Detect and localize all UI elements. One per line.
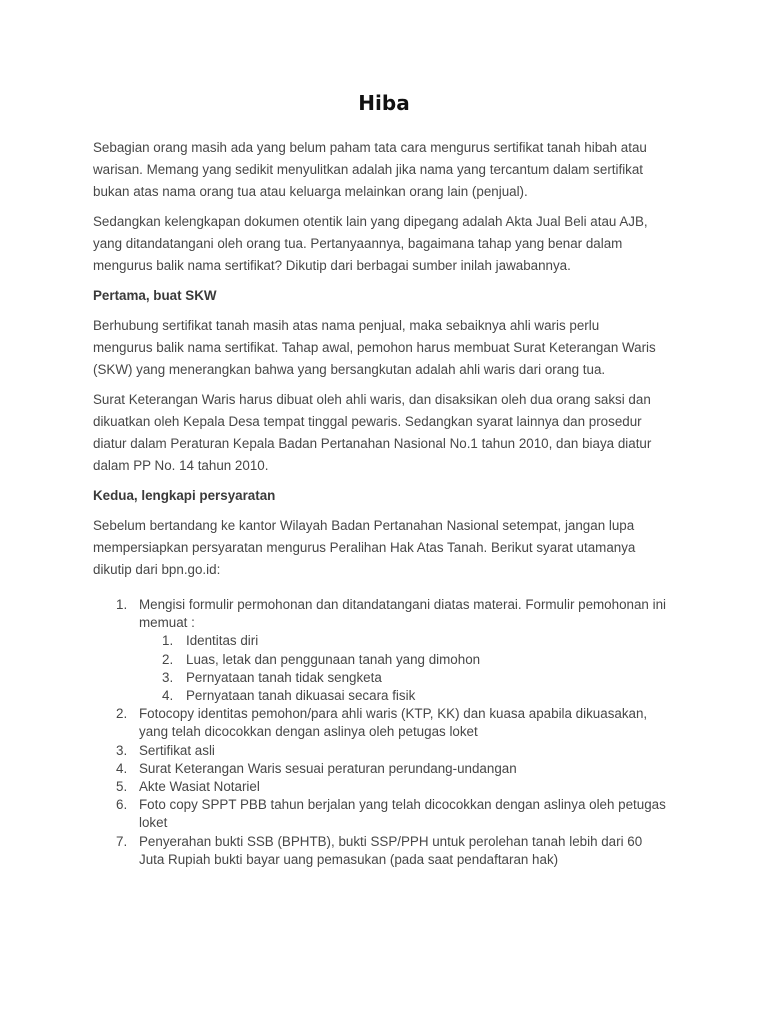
- text-line: Pertama, buat SKW: [93, 288, 217, 303]
- list-item: [93, 742, 693, 760]
- document-body: [93, 137, 693, 581]
- paragraph: [93, 515, 693, 581]
- text-line: Sebelum bertandang ke kantor Wilayah Badan Pertanahan Nasional setempat, jangan lupa: [93, 518, 635, 533]
- sub-list-number: 2.: [162, 651, 174, 667]
- text-line: Sebagian orang masih ada yang belum paham tata cara mengurus sertifikat tanah hibah atau: [93, 140, 647, 155]
- text-line: yang ditandatangani oleh orang tua. Pertanyaannya, bagaimana tahap yang benar dalam: [93, 236, 623, 251]
- list-item-text: Juta Rupiah bukti bayar uang pemasukan (pada saat pendaftaran hak): [139, 851, 559, 867]
- list-item-text: Foto copy SPPT PBB tahun berjalan yang telah dicocokkan dengan aslinya oleh petugas: [139, 797, 666, 813]
- text-line: bukan atas nama orang tua atau keluarga melainkan orang lain (penjual).: [93, 184, 528, 199]
- list-number: 7.: [116, 833, 128, 849]
- list-item: [93, 760, 693, 778]
- sub-list-item-text: Luas, letak dan penggunaan tanah yang dimohon: [186, 651, 481, 667]
- sub-list-number: 1.: [162, 633, 174, 649]
- text-line: (SKW) yang menerangkan bahwa yang bersangkutan adalah ahli waris dari orang tua.: [93, 362, 606, 377]
- paragraph: [93, 389, 693, 477]
- list-item-text: Penyerahan bukti SSB (BPHTB), bukti SSP/PPH untuk perolehan tanah lebih dari 60: [139, 833, 643, 849]
- list-number: 2.: [116, 706, 128, 722]
- text-line: dikutip dari bpn.go.id:: [93, 562, 221, 577]
- text-line: Kedua, lengkapi persyaratan: [93, 488, 276, 503]
- sub-list-item: [93, 651, 693, 669]
- list-number: 6.: [116, 797, 128, 813]
- list-item-text: memuat :: [139, 615, 195, 631]
- list-item-text: Sertifikat asli: [139, 742, 215, 758]
- list-number: 1.: [116, 597, 128, 612]
- sub-list-item-text: Identitas diri: [186, 633, 259, 649]
- list-item: [93, 705, 693, 741]
- sub-list-item: [93, 632, 693, 650]
- list-item-text: Akte Wasiat Notariel: [139, 779, 260, 795]
- text-line: Sedangkan kelengkapan dokumen otentik lain yang dipegang adalah Akta Jual Beli atau AJB,: [93, 214, 648, 229]
- text-line: mengurus balik nama sertifikat. Tahap awal, pemohon harus membuat Surat Keterangan Waris: [93, 340, 656, 355]
- section-heading: [93, 485, 693, 507]
- text-line: mempersiapkan persyaratan mengurus Peralihan Hak Atas Tanah. Berikut syarat utamanya: [93, 540, 636, 555]
- list-item: [93, 833, 693, 869]
- text-line: warisan. Memang yang sedikit menyulitkan adalah jika nama yang tercantum dalam sertifikat: [93, 162, 644, 177]
- requirements-list: [93, 596, 693, 869]
- list-item-text: yang telah dicocokkan dengan aslinya oleh petugas loket: [139, 724, 478, 740]
- list-item-text: Mengisi formulir permohonan dan ditandatangani diatas materai. Formulir pemohonan ini: [139, 597, 666, 612]
- paragraph: [93, 137, 693, 203]
- sub-list-number: 3.: [162, 669, 174, 685]
- sub-list-item: [93, 669, 693, 687]
- sub-list-item-text: Pernyataan tanah dikuasai secara fisik: [186, 688, 416, 704]
- text-line: Berhubung sertifikat tanah masih atas nama penjual, maka sebaiknya ahli waris perlu: [93, 318, 600, 333]
- sub-list-item-text: Pernyataan tanah tidak sengketa: [186, 669, 382, 685]
- sub-list-item: [93, 687, 693, 705]
- list-item-text: Fotocopy identitas pemohon/para ahli waris (KTP, KK) dan kuasa apabila dikuasakan,: [139, 706, 648, 722]
- list-item-text: Surat Keterangan Waris sesuai peraturan perundang-undangan: [139, 760, 517, 776]
- list-number: 5.: [116, 779, 128, 795]
- text-line: dalam PP No. 14 tahun 2010.: [93, 458, 269, 473]
- document-page: [93, 86, 693, 869]
- sub-list-number: 4.: [162, 688, 174, 704]
- text-line: mengurus balik nama sertifikat? Dikutip dari berbagai sumber inilah jawabannya.: [93, 258, 571, 273]
- text-line: diatur dalam Peraturan Kepala Badan Pertanahan Nasional No.1 tahun 2010, dan biaya diatur: [93, 436, 652, 451]
- paragraph: [93, 315, 693, 381]
- document-title: Hiba: [358, 91, 410, 115]
- list-item: [93, 778, 693, 796]
- text-line: Surat Keterangan Waris harus dibuat oleh ahli waris, dan disaksikan oleh dua orang saksi dan: [93, 392, 651, 407]
- paragraph: [93, 211, 693, 277]
- list-number: 4.: [116, 760, 128, 776]
- text-line: dikuatkan oleh Kepala Desa tempat tinggal pewaris. Sedangkan syarat lainnya dan prosedur: [93, 414, 642, 429]
- list-number: 3.: [116, 742, 128, 758]
- list-item: [93, 796, 693, 832]
- section-heading: [93, 285, 693, 307]
- list-item-text: loket: [139, 815, 168, 831]
- list-item: [93, 596, 693, 632]
